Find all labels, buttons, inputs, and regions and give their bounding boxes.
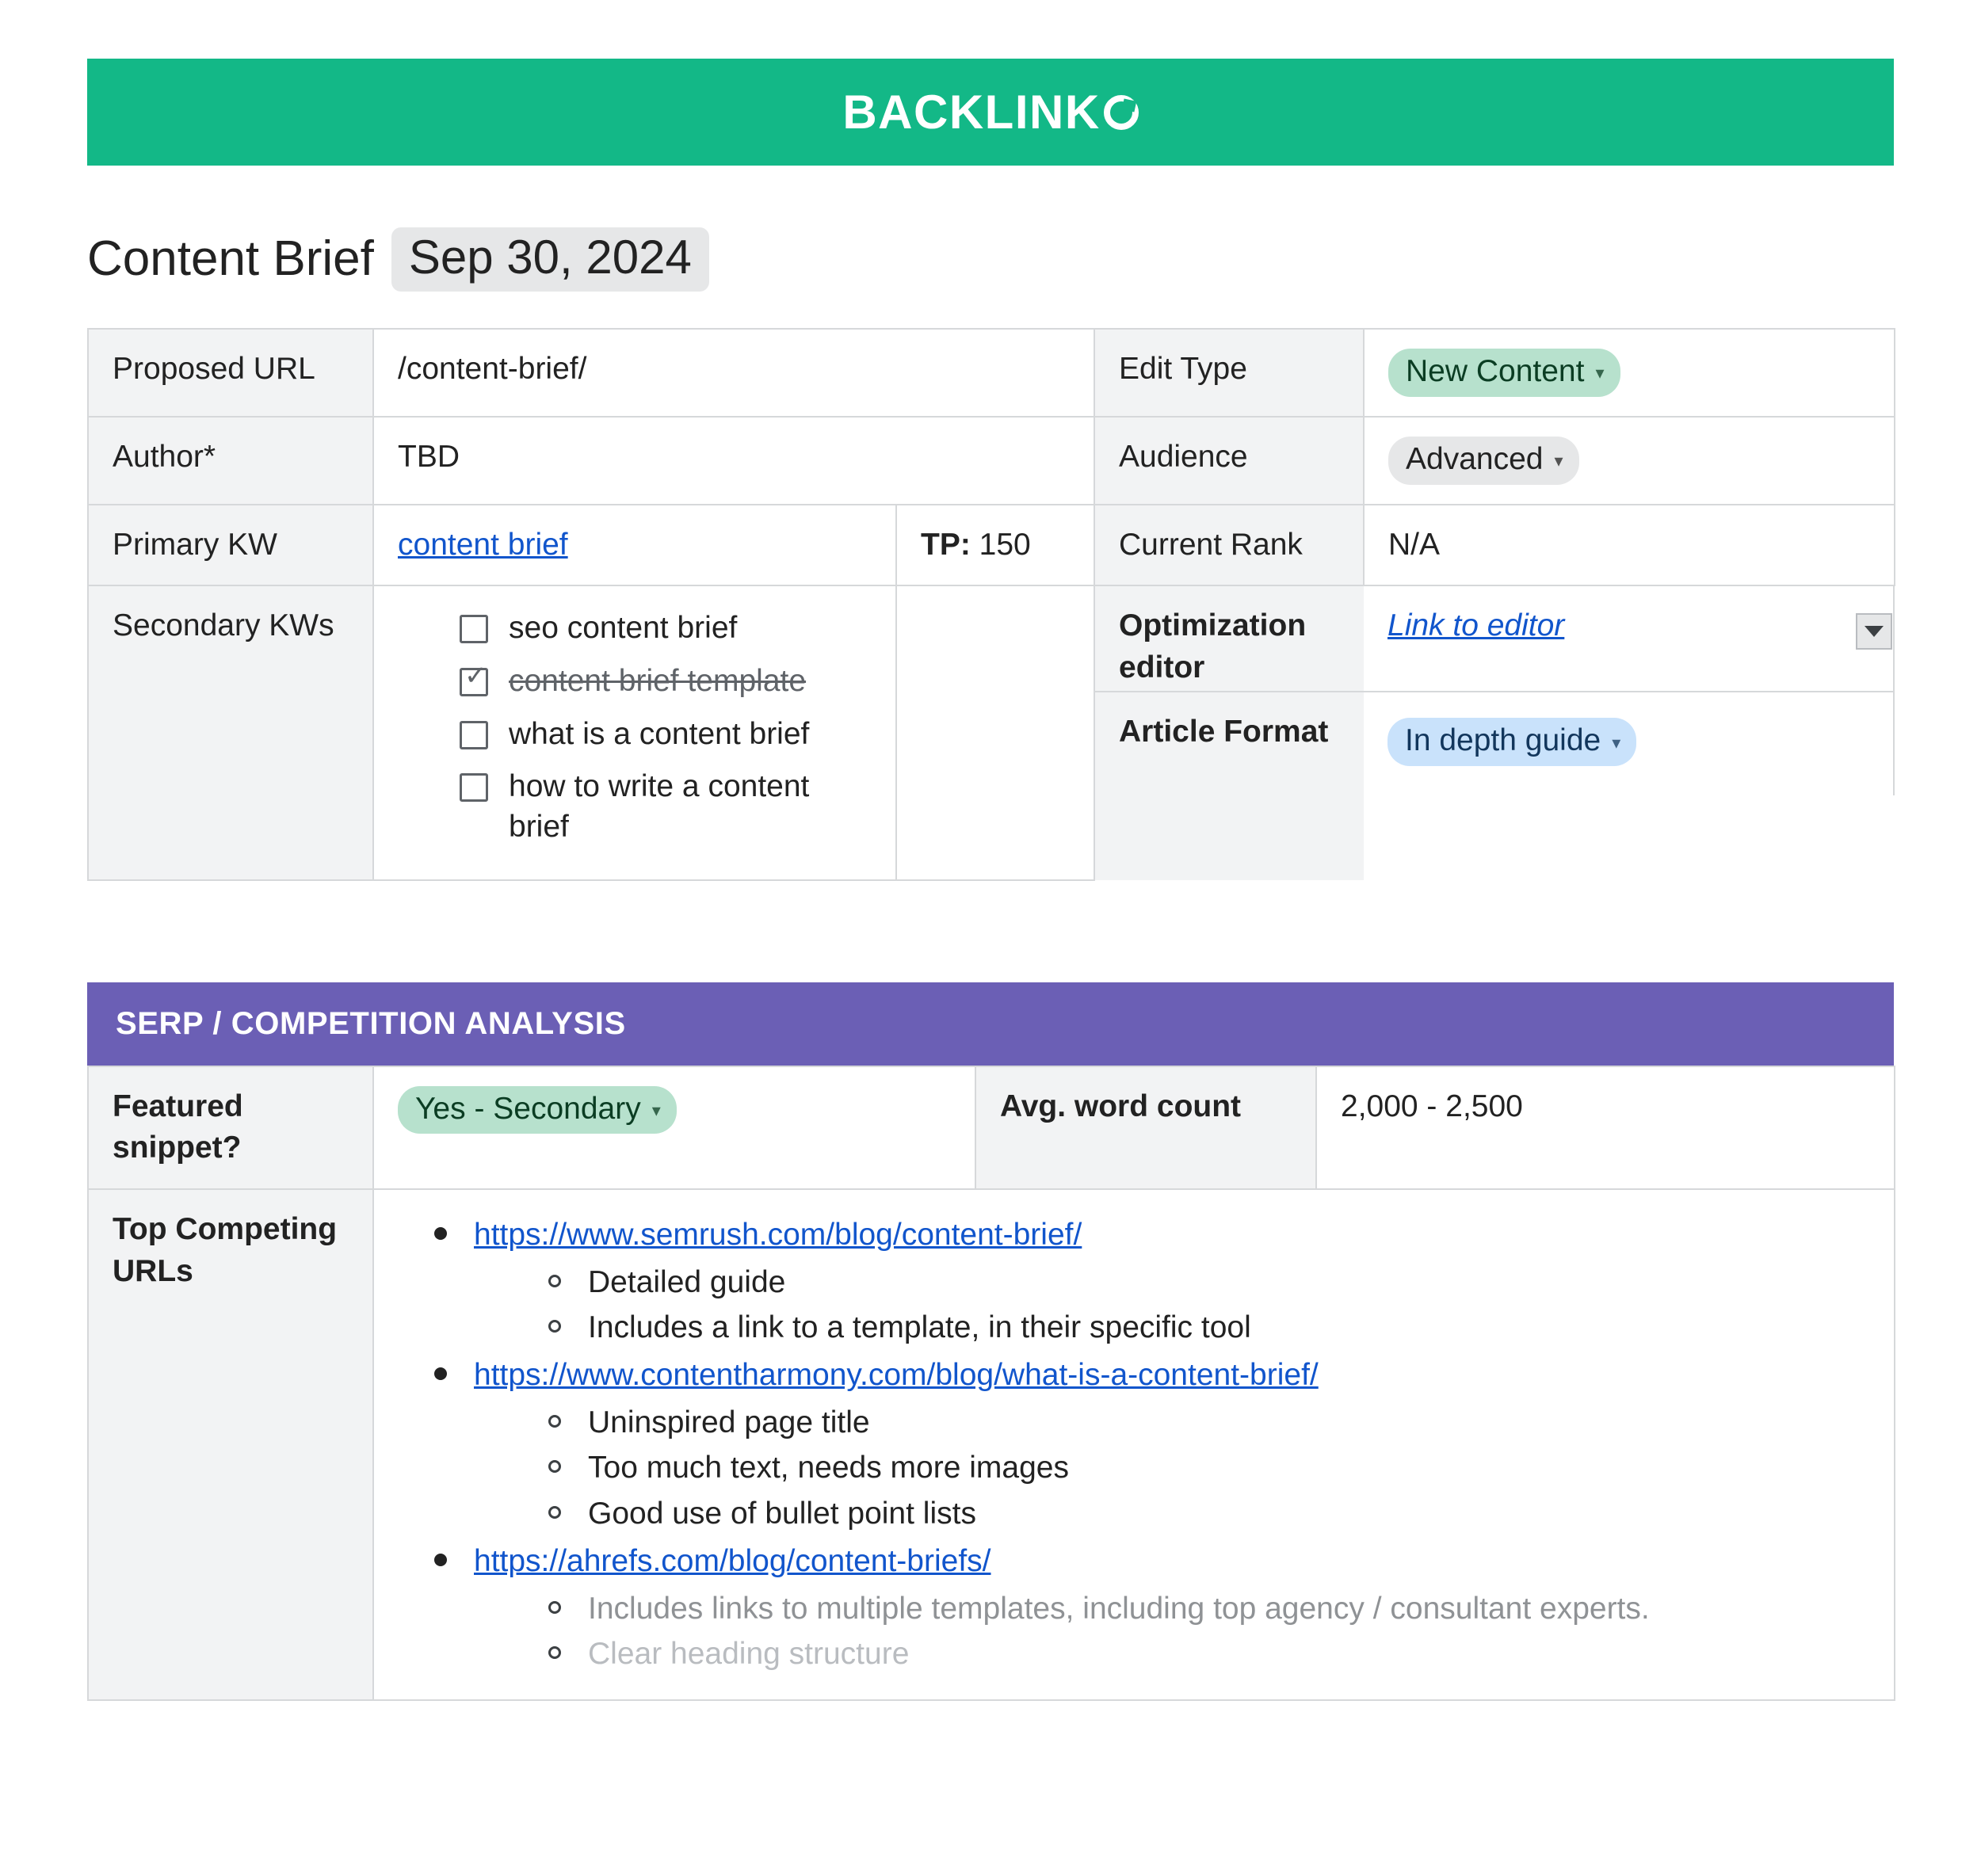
value-secondary-kws-extra	[896, 585, 1094, 879]
chevron-down-icon: ▾	[1595, 363, 1605, 383]
note-text: Includes links to multiple templates, including top agency / consultant experts.	[588, 1591, 1650, 1626]
competing-url-notes	[434, 1260, 1870, 1350]
note-text: Clear heading structure	[588, 1636, 910, 1671]
checkbox-unchecked-icon[interactable]	[460, 773, 488, 802]
label-author: Author*	[88, 417, 373, 505]
table-row-author	[88, 417, 1895, 505]
checkbox-unchecked-icon[interactable]	[460, 615, 488, 643]
value-proposed-url[interactable]: /content-brief/	[373, 329, 1094, 417]
list-item	[434, 1540, 1870, 1676]
cell-dropdown-button[interactable]	[1856, 613, 1892, 650]
value-secondary-kws	[373, 585, 896, 879]
audience-chip[interactable]	[1388, 437, 1579, 485]
triangle-down-icon	[1865, 626, 1884, 637]
list-item	[548, 1587, 1870, 1630]
featured-snippet-chip[interactable]	[398, 1086, 677, 1134]
brand-wordmark: BACKLINK	[842, 85, 1101, 139]
table-row-proposed-url	[88, 329, 1895, 417]
article-format-cell	[1364, 692, 1895, 795]
label-primary-kw: Primary KW	[88, 505, 373, 586]
page-title-row	[87, 227, 1894, 292]
secondary-kw-checklist	[398, 605, 872, 847]
list-item[interactable]	[460, 608, 872, 649]
value-stack-right	[1364, 585, 1895, 879]
secondary-kw-label: how to write a content brief	[509, 769, 810, 844]
label-current-rank: Current Rank	[1094, 505, 1364, 586]
bullet-icon	[434, 1227, 447, 1240]
label-top-competing-urls: Top Competing URLs	[88, 1189, 373, 1700]
competing-url-row	[434, 1540, 1870, 1584]
optimization-editor-link[interactable]: Link to editor	[1387, 608, 1565, 643]
label-stack-right	[1094, 585, 1364, 879]
label-proposed-url: Proposed URL	[88, 329, 373, 417]
label-optimization-editor: Optimization editor	[1095, 586, 1364, 692]
backlinko-logo	[842, 85, 1138, 139]
secondary-kw-label: content brief template	[509, 663, 807, 698]
brief-details-table	[87, 328, 1895, 881]
list-item[interactable]	[460, 715, 872, 755]
bullet-icon	[434, 1367, 447, 1380]
list-item[interactable]	[460, 767, 872, 847]
date-badge: Sep 30, 2024	[391, 227, 709, 292]
competing-url-row	[434, 1214, 1870, 1257]
table-row-secondary-kws	[88, 585, 1895, 879]
note-text: Includes a link to a template, in their specific tool	[588, 1310, 1251, 1344]
chevron-down-icon: ▾	[651, 1100, 661, 1121]
secondary-kw-label: seo content brief	[509, 611, 738, 646]
label-audience: Audience	[1094, 417, 1364, 505]
article-format-chip-label: In depth guide	[1405, 723, 1601, 758]
list-item[interactable]	[460, 662, 872, 702]
tp-label: TP:	[921, 527, 971, 562]
sub-bullet-icon	[548, 1460, 561, 1473]
list-item	[548, 1401, 1870, 1444]
value-top-competing-urls	[373, 1189, 1895, 1700]
serp-analysis-table	[87, 1066, 1895, 1702]
tp-value: 150	[979, 527, 1031, 562]
competing-url-link[interactable]: https://www.semrush.com/blog/content-brief/	[474, 1217, 1082, 1252]
label-edit-type: Edit Type	[1094, 329, 1364, 417]
brand-header	[87, 59, 1894, 166]
note-text: Good use of bullet point lists	[588, 1496, 976, 1531]
content-brief-document	[0, 59, 1981, 1701]
competing-url-link[interactable]: https://ahrefs.com/blog/content-briefs/	[474, 1544, 991, 1579]
table-row-primary-kw	[88, 505, 1895, 586]
note-text: Too much text, needs more images	[588, 1451, 1069, 1485]
secondary-kw-label: what is a content brief	[509, 716, 810, 751]
sub-bullet-icon	[548, 1415, 561, 1428]
optimization-editor-cell	[1364, 586, 1895, 692]
serp-analysis-section	[0, 982, 1981, 1702]
note-text: Detailed guide	[588, 1264, 786, 1299]
sub-bullet-icon	[548, 1320, 561, 1333]
audience-chip-label: Advanced	[1406, 441, 1544, 476]
sub-bullet-icon	[548, 1275, 561, 1287]
list-item	[434, 1354, 1870, 1535]
edit-type-chip[interactable]	[1388, 349, 1620, 397]
list-item	[548, 1632, 1870, 1676]
article-format-chip[interactable]	[1387, 718, 1636, 766]
serp-section-header: SERP / COMPETITION ANALYSIS	[87, 982, 1894, 1066]
edit-type-chip-label: New Content	[1406, 354, 1585, 388]
checkbox-checked-icon[interactable]	[460, 668, 488, 696]
competing-url-notes	[434, 1401, 1870, 1535]
featured-snippet-chip-label: Yes - Secondary	[415, 1091, 641, 1126]
label-secondary-kws: Secondary KWs	[88, 585, 373, 879]
competing-url-row	[434, 1354, 1870, 1397]
chevron-down-icon: ▾	[1554, 451, 1563, 471]
value-avg-word-count[interactable]: 2,000 - 2,500	[1316, 1066, 1895, 1189]
chevron-down-icon: ▾	[1612, 732, 1621, 753]
value-traffic-potential	[896, 505, 1094, 586]
sub-bullet-icon	[548, 1646, 561, 1659]
list-item	[548, 1306, 1870, 1349]
value-author[interactable]: TBD	[373, 417, 1094, 505]
list-item	[434, 1214, 1870, 1349]
value-current-rank[interactable]: N/A	[1364, 505, 1895, 586]
ring-o-icon	[1104, 95, 1139, 130]
list-item	[548, 1260, 1870, 1304]
label-featured-snippet: Featured snippet?	[88, 1066, 373, 1189]
value-featured-snippet	[373, 1066, 975, 1189]
primary-kw-link[interactable]: content brief	[398, 527, 568, 562]
checkbox-unchecked-icon[interactable]	[460, 721, 488, 749]
competing-urls-list	[398, 1209, 1870, 1676]
note-text: Uninspired page title	[588, 1405, 870, 1439]
list-item	[548, 1446, 1870, 1489]
value-audience	[1364, 417, 1895, 505]
table-row-top-competing-urls	[88, 1189, 1895, 1700]
value-primary-kw	[373, 505, 896, 586]
bullet-icon	[434, 1554, 447, 1566]
label-article-format: Article Format	[1095, 692, 1364, 795]
competing-url-link[interactable]: https://www.contentharmony.com/blog/what-is-a-content-brief/	[474, 1358, 1319, 1393]
page-title: Content Brief	[87, 231, 374, 287]
list-item	[548, 1492, 1870, 1535]
table-row-featured-snippet	[88, 1066, 1895, 1189]
label-avg-word-count: Avg. word count	[975, 1066, 1316, 1189]
sub-bullet-icon	[548, 1601, 561, 1614]
value-edit-type	[1364, 329, 1895, 417]
sub-bullet-icon	[548, 1506, 561, 1519]
competing-url-notes	[434, 1587, 1870, 1676]
